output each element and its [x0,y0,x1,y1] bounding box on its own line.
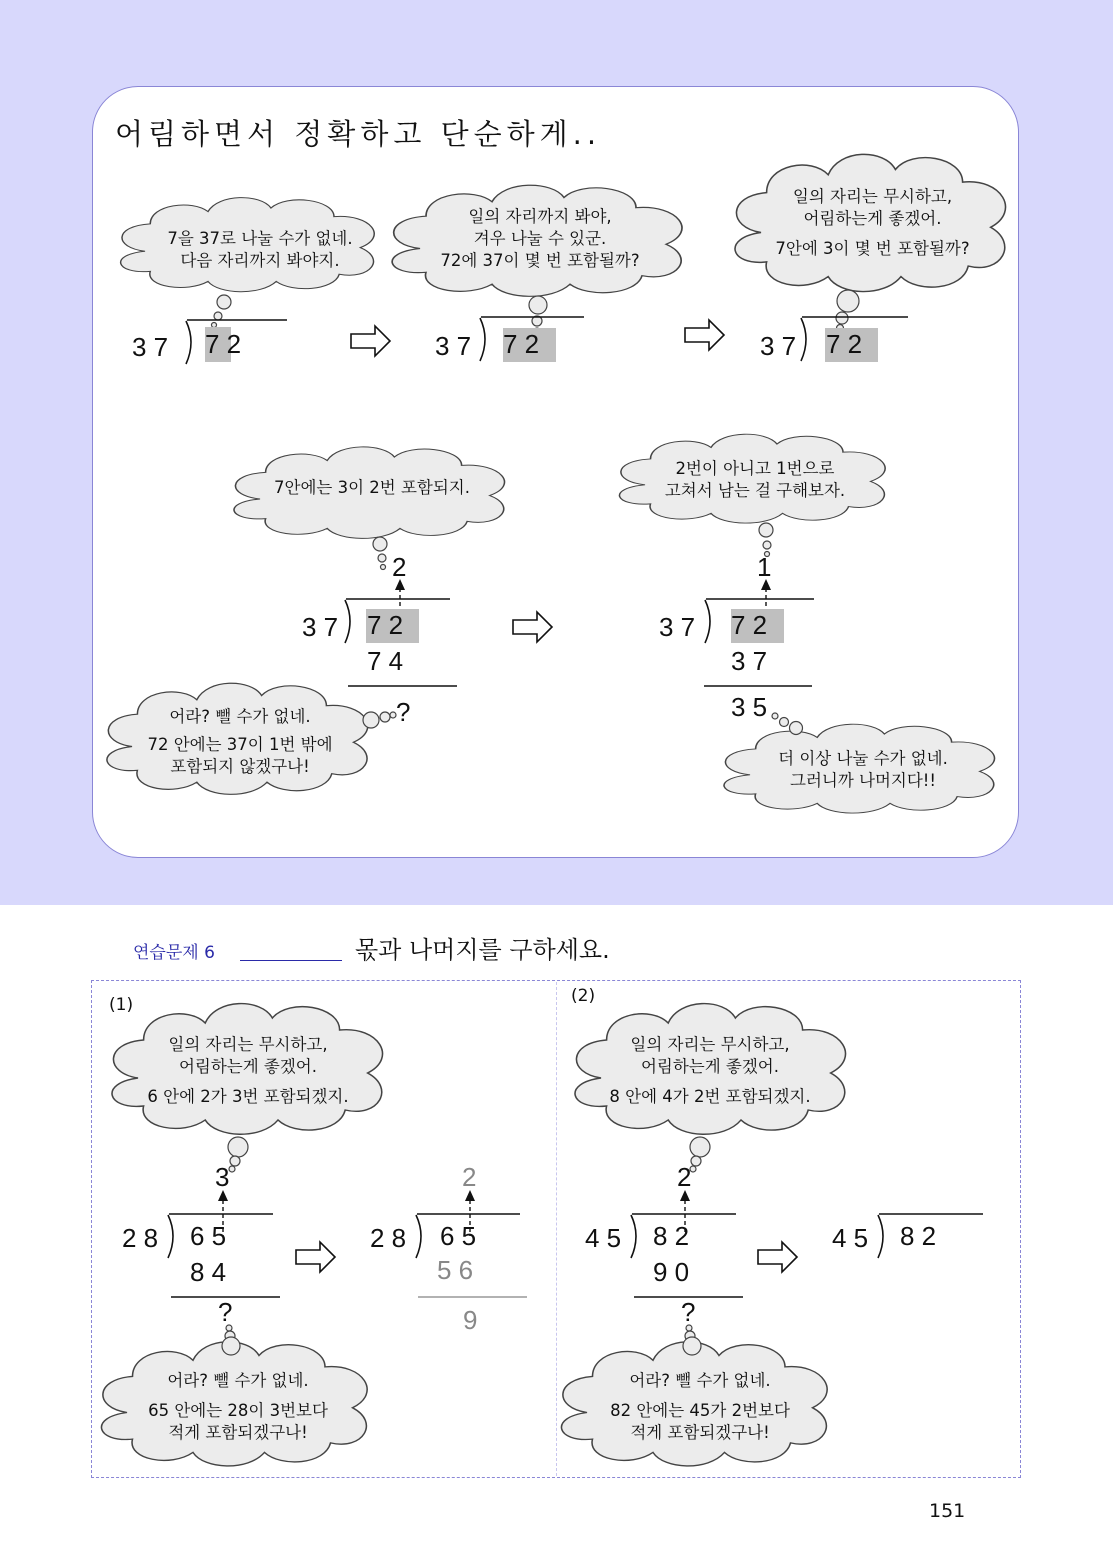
question-mark: ? [681,1297,696,1327]
page-number: 151 [929,1500,966,1522]
answer-blank[interactable] [240,960,342,961]
remainder: 3 5 [731,692,768,722]
divisor: 4 5 [585,1223,622,1253]
quotient: 2 [677,1162,692,1192]
dividend: 7 2 [503,329,540,359]
divisor: 3 7 [132,332,169,362]
divisor: 3 7 [302,612,339,642]
product: 7 4 [367,646,404,676]
dividend: 6 5 [190,1221,227,1251]
quotient: 3 [215,1162,230,1192]
exercise-label: 연습문제 6 [133,943,215,963]
product: 9 0 [653,1257,690,1287]
dividend: 7 2 [367,610,404,640]
divisor: 2 8 [122,1223,159,1253]
remainder: 9 [463,1305,478,1335]
exercise-instruction: 몫과 나머지를 구하세요. [355,936,610,964]
cloud-text: 2번이 아니고 1번으로 고쳐서 남는 걸 구해보자. [664,459,846,500]
problem-number: (2) [571,986,596,1006]
quotient: 1 [757,552,772,582]
cloud-text: 7안에는 3이 2번 포함되지. [274,478,470,497]
quotient: 2 [392,552,407,582]
page-title: 어림하면서 정확하고 단순하게.. [115,117,602,151]
problem-number: (1) [109,995,134,1015]
cloud-text: 일의 자리는 무시하고, 어림하는게 좋겠어. 6 안에 2가 3번 포함되겠지. [147,1035,349,1106]
cloud-text: 어라? 뺄 수가 없네. 65 안에는 28이 3번보다 적게 포함되겠구나! [148,1371,328,1442]
cloud-text: 일의 자리는 무시하고, 어림하는게 좋겠어. 7안에 3이 몇 번 포함될까? [775,187,970,258]
column-divider [556,982,557,1476]
cloud-text: 일의 자리는 무시하고, 어림하는게 좋겠어. 8 안에 4가 2번 포함되겠지. [609,1035,811,1106]
arrow-right-icon [351,326,390,356]
cloud-text: 일의 자리까지 봐야, 겨우 나눌 수 있군. 72에 37이 몇 번 포함될까? [440,207,640,270]
divisor: 3 7 [659,612,696,642]
dividend: 7 2 [731,610,768,640]
divisor: 4 5 [832,1223,869,1253]
dividend: 6 5 [440,1221,477,1251]
cloud-text: 어라? 뺄 수가 없네. 82 안에는 45가 2번보다 적게 포함되겠구나! [610,1371,790,1442]
dividend: 8 2 [653,1221,690,1251]
arrow-right-icon [685,320,724,350]
product: 5 6 [437,1255,474,1285]
cloud-text: 7을 37로 나눌 수가 없네. 다음 자리까지 봐야지. [167,229,353,270]
product: 8 4 [190,1257,227,1287]
quotient: 2 [462,1162,477,1192]
dividend: 8 2 [900,1221,937,1251]
question-mark: ? [218,1297,233,1327]
cloud-text: 더 이상 나눌 수가 없네. 그러니까 나머지다!! [778,749,948,790]
divisor: 3 7 [760,331,797,361]
cloud-text: 어라? 뺄 수가 없네. 72 안에는 37이 1번 밖에 포함되지 않겠구나! [147,707,333,776]
dividend: 7 2 [826,329,863,359]
divisor: 3 7 [435,331,472,361]
divisor: 2 8 [370,1223,407,1253]
product: 3 7 [731,646,768,676]
dividend: 7 2 [205,329,242,359]
question-mark: ? [396,697,411,727]
arrow-right-icon [513,612,552,642]
